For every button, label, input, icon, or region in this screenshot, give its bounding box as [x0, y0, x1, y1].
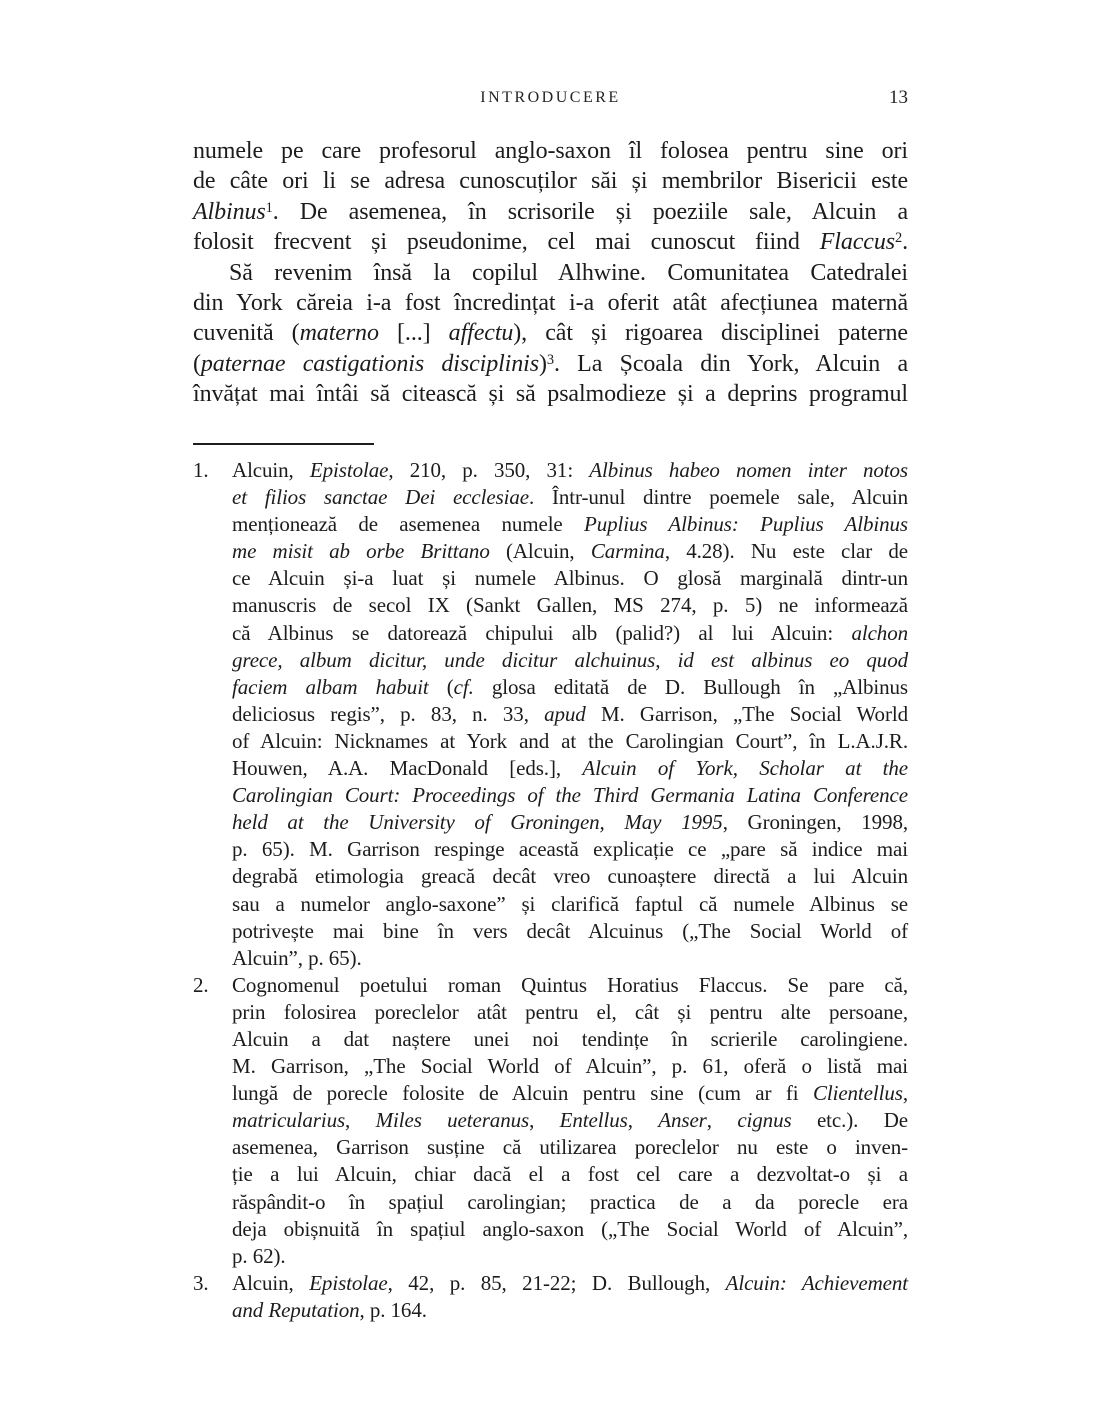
text-segment: , 42, p. 85, 21-22; D. Bullough, — [387, 1270, 726, 1295]
footnote — [193, 457, 908, 972]
text-segment: paternae castigationis disciplinis — [200, 350, 539, 377]
text-segment: Entellus — [559, 1108, 628, 1133]
footnote — [193, 1270, 908, 1324]
text-segment: glosa editată de D. Bullough în „Albinus — [473, 674, 908, 699]
text-segment: Alcuin a dat naștere unei noi tendințe în scrierile carolingiene. — [232, 1026, 908, 1051]
paragraph — [193, 136, 908, 258]
text-segment: sau a numelor anglo-saxone” și clarifică faptul că numele Albinus se — [232, 891, 908, 916]
text-line — [193, 197, 908, 227]
text-line — [232, 592, 908, 619]
text-line — [232, 1080, 908, 1107]
text-segment: ce Alcuin și-a luat și numele Albinus. O glosă marginală dintr-un — [232, 566, 908, 591]
text-line — [232, 1026, 908, 1053]
text-segment: . Într-unul dintre poemele sale, Alcuin — [529, 485, 909, 510]
text-line — [232, 647, 908, 674]
text-segment: and Reputation — [232, 1297, 360, 1322]
text-line — [232, 674, 908, 701]
text-line — [232, 945, 908, 972]
text-segment: , — [345, 1108, 376, 1133]
text-line — [232, 755, 908, 782]
text-segment: Alcuin”, p. 65). — [232, 945, 362, 970]
text-line — [232, 863, 908, 890]
text-segment: Cognomenul poetului roman Quintus Horatius Flaccus. Se pare că, — [232, 972, 908, 997]
text-segment: asemenea, Garrison susține că utilizarea poreclelor nu este o inven- — [232, 1135, 908, 1160]
text-segment: manuscris de secol IX (Sankt Gallen, MS 274, p. 5) ne informează — [232, 593, 908, 618]
text-segment: . — [902, 229, 908, 256]
footnote-number: 2. — [193, 972, 209, 997]
text-segment: , 4.28). Nu este clar de — [664, 539, 908, 564]
text-segment: Houwen, A.A. MacDonald [eds.], — [232, 756, 583, 781]
text-line — [193, 166, 908, 196]
text-block — [193, 0, 908, 1422]
text-segment: Carolingian Court: Proceedings of the Third Germania Latina Conference — [232, 783, 908, 808]
text-line — [232, 457, 908, 484]
footnote-reference: 1 — [265, 199, 273, 216]
text-segment: Epistolae — [309, 458, 389, 482]
text-line — [193, 258, 908, 288]
text-segment: . De asemenea, în scrisorile și poeziile sale, Alcuin a — [272, 198, 908, 225]
text-segment: Carmina — [590, 539, 665, 564]
text-segment: grece, album dicitur, unde dicitur alchuinus, id est albinus eo quod — [232, 647, 908, 672]
text-line — [193, 288, 908, 318]
text-segment: Albinus habeo nomen inter notos — [589, 458, 908, 482]
paragraph — [193, 258, 908, 410]
text-line — [232, 1297, 908, 1324]
text-segment: Puplius Albinus: Puplius Albinus — [583, 512, 908, 537]
text-segment: , — [706, 1108, 738, 1133]
text-segment: materno — [299, 320, 379, 347]
text-line — [232, 918, 908, 945]
footnotes — [193, 457, 908, 1324]
text-segment: , — [529, 1108, 560, 1133]
text-segment: învățat mai întâi să citească și să psalmodieze și a deprins programul — [193, 381, 908, 408]
text-line — [232, 891, 908, 918]
text-segment: deliciosus regis”, p. 83, n. 33, — [232, 701, 545, 726]
footnote-reference: 2 — [894, 230, 903, 247]
text-segment: affectu — [448, 320, 514, 347]
text-segment: , 210, p. 350, 31: — [388, 458, 590, 482]
text-segment: me misit ab orbe Brittano — [232, 539, 490, 564]
text-line — [232, 701, 908, 728]
text-segment: . La Școala din York, Alcuin a — [553, 350, 908, 377]
text-segment: held at the University of Groningen, May 1995 — [232, 810, 723, 835]
text-segment: lungă de porecle folosite de Alcuin pentru sine (cum ar fi — [232, 1081, 813, 1106]
text-segment: cf. — [453, 674, 474, 699]
text-segment: faciem albam habuit — [232, 674, 429, 699]
text-segment: ) — [538, 350, 547, 377]
text-segment: Flaccus — [819, 229, 895, 256]
text-line — [232, 511, 908, 538]
text-segment: etc.). De — [791, 1108, 908, 1133]
text-segment: of Alcuin: Nicknames at York and at the Carolingian Court”, în L.A.J.R. — [232, 728, 908, 753]
text-line — [193, 227, 908, 257]
text-segment: M. Garrison, „The Social World of Alcuin”, p. 61, oferă o listă mai — [232, 1054, 908, 1079]
body-text — [193, 136, 908, 410]
text-segment: apud — [544, 701, 586, 726]
text-segment: ( — [193, 350, 201, 377]
text-segment: degrabă etimologia greacă decât vreo cunoaștere directă a lui Alcuin — [232, 864, 908, 889]
text-line — [193, 318, 908, 348]
text-segment: Alcuin, — [232, 1270, 310, 1295]
text-segment: menționează de asemenea numele — [232, 512, 584, 537]
text-line — [232, 836, 908, 863]
text-line — [193, 379, 908, 409]
text-segment: , p. 164. — [359, 1297, 427, 1322]
text-line — [232, 1134, 908, 1161]
text-segment: , — [902, 1081, 908, 1106]
text-line — [232, 1107, 908, 1134]
footnote-number: 3. — [193, 1270, 209, 1295]
text-segment: Epistolae — [309, 1270, 388, 1295]
footnote-number: 1. — [193, 458, 209, 482]
text-line — [232, 1270, 908, 1297]
text-segment: Miles ueteranus — [375, 1108, 530, 1133]
text-line — [232, 972, 908, 999]
footnote-reference: 3 — [546, 351, 554, 368]
text-segment: potrivește mai bine în vers decât Alcuinus („The Social World of — [232, 918, 908, 943]
text-segment: matricularius — [232, 1108, 346, 1133]
text-line — [232, 538, 908, 565]
text-line — [232, 728, 908, 755]
text-line — [232, 620, 908, 647]
text-line — [232, 782, 908, 809]
text-segment: Alcuin: Achievement — [725, 1270, 908, 1295]
running-head — [193, 87, 908, 111]
text-segment: (Alcuin, — [489, 539, 591, 564]
text-segment: prin folosirea poreclelor atât pentru el, cât și pentru alte persoane, — [232, 999, 908, 1024]
page-number: 13 — [889, 87, 908, 108]
footnote — [193, 972, 908, 1270]
text-line — [232, 999, 908, 1026]
text-segment: Alcuin of York, Scholar at the — [582, 756, 908, 781]
footnote-separator — [193, 443, 374, 445]
text-segment: cignus — [737, 1108, 792, 1133]
text-line — [232, 565, 908, 592]
text-segment: , — [627, 1108, 659, 1133]
text-segment: ( — [428, 674, 454, 699]
text-segment: Clientellus — [812, 1081, 903, 1106]
text-segment: răspândit-o în spațiul carolingian; practica de a da porecle era — [232, 1189, 908, 1214]
text-segment: p. 62). — [232, 1243, 286, 1268]
text-segment: , Groningen, 1998, — [722, 810, 909, 835]
text-segment: ție a lui Alcuin, chiar dacă el a fost cel care a dezvoltat-o și a — [232, 1162, 908, 1187]
text-segment: din York căreia i-a fost încredințat i-a oferit atât afecțiunea maternă — [193, 290, 908, 317]
text-segment: Alcuin, — [232, 458, 310, 482]
running-header-title: INTRODUCERE — [480, 89, 621, 106]
text-segment: alchon — [851, 620, 908, 645]
text-segment: Albinus — [193, 198, 266, 225]
text-segment: p. 65). M. Garrison respinge această explicație ce „pare să indice mai — [232, 837, 908, 862]
text-line — [232, 484, 908, 511]
text-segment: [...] — [378, 320, 449, 347]
text-segment: de câte ori li se adresa cunoscuților săi și membrilor Bisericii este — [193, 168, 908, 195]
text-line — [232, 1189, 908, 1216]
text-segment: folosit frecvent și pseudonime, cel mai cunoscut fiind — [193, 229, 820, 256]
text-line — [232, 1216, 908, 1243]
text-segment: Să revenim însă la copilul Alhwine. Comunitatea Catedralei — [229, 259, 908, 286]
text-segment: M. Garrison, „The Social World — [585, 701, 908, 726]
text-line — [232, 809, 908, 836]
text-segment: cuvenită ( — [193, 320, 300, 347]
text-line — [193, 136, 908, 166]
text-line — [232, 1053, 908, 1080]
text-segment: numele pe care profesorul anglo-saxon îl folosea pentru sine ori — [193, 138, 908, 164]
text-segment: et filios sanctae Dei ecclesiae — [232, 485, 530, 510]
text-line — [232, 1243, 908, 1270]
text-segment: deja obișnuită în spațiul anglo-saxon („The Social World of Alcuin”, — [232, 1216, 908, 1241]
text-line — [232, 1161, 908, 1188]
text-line — [193, 349, 908, 379]
text-segment: că Albinus se datorează chipului alb (palid?) al lui Alcuin: — [232, 620, 852, 645]
text-segment: Anser — [658, 1108, 707, 1133]
text-segment: ), cât și rigoarea disciplinei paterne — [513, 320, 908, 347]
